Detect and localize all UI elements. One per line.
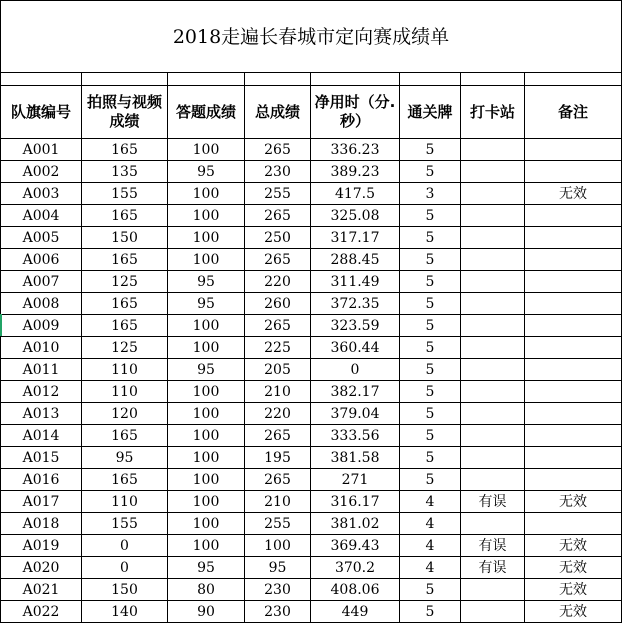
cell-pass-cards[interactable]: 5 [400, 139, 461, 161]
cell-pass-cards[interactable]: 5 [400, 579, 461, 601]
table-row [1, 271, 622, 293]
cell-pass-cards[interactable]: 4 [400, 513, 461, 535]
table-row [1, 601, 622, 623]
cell-team-id[interactable]: A018 [1, 513, 82, 535]
active-row-indicator [0, 314, 2, 336]
cell-pass-cards[interactable]: 5 [400, 337, 461, 359]
table-row [1, 425, 622, 447]
cell-checkpoint[interactable] [461, 337, 525, 359]
cell-pass-cards[interactable]: 3 [400, 183, 461, 205]
cell-quiz-score[interactable]: 100 [168, 139, 245, 161]
spacer-cell[interactable] [245, 73, 311, 86]
cell-remarks[interactable] [525, 469, 622, 491]
cell-quiz-score[interactable]: 95 [168, 293, 245, 315]
cell-pass-cards[interactable]: 4 [400, 557, 461, 579]
cell-quiz-score[interactable]: 100 [168, 447, 245, 469]
cell-quiz-score[interactable]: 100 [168, 227, 245, 249]
header-team-id[interactable]: 队旗编号 [1, 86, 82, 139]
cell-remarks[interactable] [525, 513, 622, 535]
header-quiz-score[interactable]: 答题成绩 [168, 86, 245, 139]
spacer-cell[interactable] [400, 73, 461, 86]
table-row [1, 139, 622, 161]
spacer-row [1, 73, 622, 86]
header-pass-cards[interactable]: 通关牌 [400, 86, 461, 139]
cell-net-time[interactable]: 372.35 [311, 293, 400, 315]
cell-total-score[interactable]: 100 [245, 535, 311, 557]
cell-team-id[interactable]: A020 [1, 557, 82, 579]
cell-net-time[interactable]: 0 [311, 359, 400, 381]
cell-photo-video-score[interactable]: 165 [82, 205, 168, 227]
cell-remarks[interactable]: 无效 [525, 183, 622, 205]
cell-quiz-score[interactable]: 100 [168, 513, 245, 535]
cell-remarks[interactable] [525, 227, 622, 249]
cell-remarks[interactable]: 无效 [525, 535, 622, 557]
cell-quiz-score[interactable]: 90 [168, 601, 245, 623]
spacer-cell[interactable] [461, 73, 525, 86]
title-row [1, 1, 622, 73]
cell-photo-video-score[interactable]: 165 [82, 139, 168, 161]
cell-pass-cards[interactable]: 5 [400, 205, 461, 227]
cell-net-time[interactable]: 336.23 [311, 139, 400, 161]
cell-pass-cards[interactable]: 5 [400, 271, 461, 293]
cell-quiz-score[interactable]: 100 [168, 403, 245, 425]
cell-remarks[interactable] [525, 271, 622, 293]
cell-checkpoint[interactable] [461, 293, 525, 315]
spacer-cell[interactable] [311, 73, 400, 86]
cell-pass-cards[interactable]: 5 [400, 425, 461, 447]
cell-photo-video-score[interactable]: 0 [82, 535, 168, 557]
cell-total-score[interactable]: 195 [245, 447, 311, 469]
cell-team-id[interactable]: A022 [1, 601, 82, 623]
header-row [1, 86, 622, 139]
cell-photo-video-score[interactable]: 125 [82, 337, 168, 359]
cell-net-time[interactable]: 311.49 [311, 271, 400, 293]
cell-net-time[interactable]: 325.08 [311, 205, 400, 227]
cell-photo-video-score[interactable]: 165 [82, 469, 168, 491]
cell-net-time[interactable]: 369.43 [311, 535, 400, 557]
cell-total-score[interactable]: 250 [245, 227, 311, 249]
cell-remarks[interactable]: 无效 [525, 557, 622, 579]
cell-team-id[interactable]: A001 [1, 139, 82, 161]
header-remarks[interactable]: 备注 [525, 86, 622, 139]
cell-pass-cards[interactable]: 4 [400, 491, 461, 513]
cell-net-time[interactable]: 316.17 [311, 491, 400, 513]
cell-net-time[interactable]: 379.04 [311, 403, 400, 425]
cell-pass-cards[interactable]: 5 [400, 447, 461, 469]
cell-remarks[interactable] [525, 139, 622, 161]
cell-checkpoint[interactable] [461, 601, 525, 623]
table-row [1, 579, 622, 601]
cell-checkpoint[interactable] [461, 271, 525, 293]
cell-checkpoint[interactable] [461, 359, 525, 381]
cell-quiz-score[interactable]: 100 [168, 205, 245, 227]
cell-checkpoint[interactable]: 有误 [461, 491, 525, 513]
cell-team-id[interactable]: A002 [1, 161, 82, 183]
cell-net-time[interactable]: 288.45 [311, 249, 400, 271]
table-row [1, 315, 622, 337]
cell-net-time[interactable]: 417.5 [311, 183, 400, 205]
table-row [1, 535, 622, 557]
cell-team-id[interactable]: A011 [1, 359, 82, 381]
cell-quiz-score[interactable]: 95 [168, 161, 245, 183]
cell-quiz-score[interactable]: 100 [168, 491, 245, 513]
cell-quiz-score[interactable]: 95 [168, 271, 245, 293]
cell-team-id[interactable]: A014 [1, 425, 82, 447]
cell-total-score[interactable]: 230 [245, 601, 311, 623]
cell-pass-cards[interactable]: 5 [400, 227, 461, 249]
cell-photo-video-score[interactable]: 155 [82, 513, 168, 535]
cell-remarks[interactable] [525, 359, 622, 381]
cell-quiz-score[interactable]: 95 [168, 557, 245, 579]
cell-checkpoint[interactable] [461, 469, 525, 491]
header-checkpoint[interactable]: 打卡站 [461, 86, 525, 139]
cell-photo-video-score[interactable]: 0 [82, 557, 168, 579]
cell-team-id[interactable]: A017 [1, 491, 82, 513]
cell-pass-cards[interactable]: 5 [400, 161, 461, 183]
cell-photo-video-score[interactable]: 110 [82, 491, 168, 513]
cell-remarks[interactable] [525, 403, 622, 425]
table-row [1, 381, 622, 403]
cell-pass-cards[interactable]: 5 [400, 293, 461, 315]
cell-quiz-score[interactable]: 100 [168, 315, 245, 337]
cell-remarks[interactable] [525, 337, 622, 359]
cell-photo-video-score[interactable]: 110 [82, 381, 168, 403]
cell-photo-video-score[interactable]: 110 [82, 359, 168, 381]
cell-checkpoint[interactable] [461, 161, 525, 183]
cell-checkpoint[interactable] [461, 447, 525, 469]
cell-pass-cards[interactable]: 5 [400, 381, 461, 403]
cell-checkpoint[interactable] [461, 227, 525, 249]
cell-team-id[interactable]: A007 [1, 271, 82, 293]
cell-total-score[interactable]: 265 [245, 425, 311, 447]
cell-total-score[interactable]: 210 [245, 381, 311, 403]
cell-net-time[interactable]: 381.58 [311, 447, 400, 469]
cell-photo-video-score[interactable]: 155 [82, 183, 168, 205]
cell-total-score[interactable]: 255 [245, 183, 311, 205]
cell-quiz-score[interactable]: 95 [168, 359, 245, 381]
cell-photo-video-score[interactable]: 125 [82, 271, 168, 293]
table-row [1, 447, 622, 469]
cell-total-score[interactable]: 255 [245, 513, 311, 535]
cell-quiz-score[interactable]: 100 [168, 249, 245, 271]
cell-total-score[interactable]: 265 [245, 469, 311, 491]
table-row [1, 491, 622, 513]
cell-net-time[interactable]: 389.23 [311, 161, 400, 183]
cell-net-time[interactable]: 382.17 [311, 381, 400, 403]
cell-team-id[interactable]: A008 [1, 293, 82, 315]
cell-team-id[interactable]: A019 [1, 535, 82, 557]
table-row [1, 249, 622, 271]
table-row [1, 337, 622, 359]
cell-total-score[interactable]: 220 [245, 271, 311, 293]
cell-checkpoint[interactable]: 有误 [461, 535, 525, 557]
cell-remarks[interactable] [525, 161, 622, 183]
cell-team-id[interactable]: A012 [1, 381, 82, 403]
cell-checkpoint[interactable] [461, 513, 525, 535]
table-row [1, 403, 622, 425]
cell-total-score[interactable]: 220 [245, 403, 311, 425]
spacer-cell[interactable] [82, 73, 168, 86]
cell-team-id[interactable]: A010 [1, 337, 82, 359]
cell-photo-video-score[interactable]: 120 [82, 403, 168, 425]
cell-checkpoint[interactable] [461, 579, 525, 601]
cell-checkpoint[interactable] [461, 139, 525, 161]
cell-checkpoint[interactable] [461, 183, 525, 205]
cell-team-id[interactable]: A009 [1, 315, 82, 337]
cell-remarks[interactable] [525, 381, 622, 403]
cell-remarks[interactable] [525, 447, 622, 469]
cell-pass-cards[interactable]: 5 [400, 469, 461, 491]
cell-checkpoint[interactable] [461, 315, 525, 337]
cell-team-id[interactable]: A004 [1, 205, 82, 227]
cell-photo-video-score[interactable]: 150 [82, 227, 168, 249]
cell-remarks[interactable]: 无效 [525, 491, 622, 513]
cell-total-score[interactable]: 230 [245, 579, 311, 601]
cell-pass-cards[interactable]: 5 [400, 601, 461, 623]
cell-net-time[interactable]: 323.59 [311, 315, 400, 337]
cell-remarks[interactable] [525, 315, 622, 337]
table-row [1, 183, 622, 205]
cell-photo-video-score[interactable]: 165 [82, 315, 168, 337]
cell-net-time[interactable]: 408.06 [311, 579, 400, 601]
spacer-cell[interactable] [525, 73, 622, 86]
table-row [1, 161, 622, 183]
cell-team-id[interactable]: A005 [1, 227, 82, 249]
cell-pass-cards[interactable]: 5 [400, 403, 461, 425]
header-photo-video-score[interactable]: 拍照与视频成绩 [82, 86, 168, 139]
table-row [1, 557, 622, 579]
cell-team-id[interactable]: A003 [1, 183, 82, 205]
cell-quiz-score[interactable]: 100 [168, 469, 245, 491]
cell-photo-video-score[interactable]: 140 [82, 601, 168, 623]
cell-quiz-score[interactable]: 100 [168, 425, 245, 447]
table-row [1, 293, 622, 315]
cell-photo-video-score[interactable]: 165 [82, 249, 168, 271]
cell-total-score[interactable]: 265 [245, 315, 311, 337]
cell-total-score[interactable]: 225 [245, 337, 311, 359]
cell-total-score[interactable]: 265 [245, 139, 311, 161]
cell-remarks[interactable] [525, 293, 622, 315]
cell-quiz-score[interactable]: 100 [168, 337, 245, 359]
cell-remarks[interactable]: 无效 [525, 601, 622, 623]
cell-pass-cards[interactable]: 5 [400, 249, 461, 271]
spacer-cell[interactable] [1, 73, 82, 86]
cell-photo-video-score[interactable]: 150 [82, 579, 168, 601]
table-row [1, 469, 622, 491]
cell-net-time[interactable]: 360.44 [311, 337, 400, 359]
cell-checkpoint[interactable] [461, 249, 525, 271]
cell-total-score[interactable]: 265 [245, 205, 311, 227]
cell-checkpoint[interactable] [461, 425, 525, 447]
cell-checkpoint[interactable] [461, 403, 525, 425]
cell-net-time[interactable]: 333.56 [311, 425, 400, 447]
cell-photo-video-score[interactable]: 165 [82, 293, 168, 315]
table-row [1, 359, 622, 381]
cell-team-id[interactable]: A016 [1, 469, 82, 491]
table-row [1, 227, 622, 249]
cell-team-id[interactable]: A021 [1, 579, 82, 601]
cell-total-score[interactable]: 265 [245, 249, 311, 271]
header-net-time[interactable]: 净用时（分.秒） [311, 86, 400, 139]
cell-checkpoint[interactable] [461, 205, 525, 227]
cell-remarks[interactable] [525, 205, 622, 227]
cell-net-time[interactable]: 271 [311, 469, 400, 491]
table-row [1, 513, 622, 535]
cell-photo-video-score[interactable]: 95 [82, 447, 168, 469]
cell-net-time[interactable]: 317.17 [311, 227, 400, 249]
cell-quiz-score[interactable]: 100 [168, 381, 245, 403]
cell-checkpoint[interactable] [461, 381, 525, 403]
table-row [1, 205, 622, 227]
cell-photo-video-score[interactable]: 165 [82, 425, 168, 447]
cell-photo-video-score[interactable]: 135 [82, 161, 168, 183]
cell-quiz-score[interactable]: 80 [168, 579, 245, 601]
cell-remarks[interactable]: 无效 [525, 579, 622, 601]
cell-pass-cards[interactable]: 5 [400, 315, 461, 337]
cell-remarks[interactable] [525, 249, 622, 271]
cell-team-id[interactable]: A006 [1, 249, 82, 271]
spacer-cell[interactable] [168, 73, 245, 86]
header-total-score[interactable]: 总成绩 [245, 86, 311, 139]
cell-checkpoint[interactable]: 有误 [461, 557, 525, 579]
cell-total-score[interactable]: 210 [245, 491, 311, 513]
cell-remarks[interactable] [525, 425, 622, 447]
cell-team-id[interactable]: A015 [1, 447, 82, 469]
cell-total-score[interactable]: 230 [245, 161, 311, 183]
cell-team-id[interactable]: A013 [1, 403, 82, 425]
cell-total-score[interactable]: 205 [245, 359, 311, 381]
cell-net-time[interactable]: 370.2 [311, 557, 400, 579]
sheet-title[interactable]: 2018走遍长春城市定向赛成绩单 [1, 1, 622, 73]
cell-pass-cards[interactable]: 5 [400, 359, 461, 381]
cell-quiz-score[interactable]: 100 [168, 535, 245, 557]
cell-total-score[interactable]: 260 [245, 293, 311, 315]
cell-pass-cards[interactable]: 4 [400, 535, 461, 557]
cell-net-time[interactable]: 381.02 [311, 513, 400, 535]
cell-quiz-score[interactable]: 100 [168, 183, 245, 205]
cell-total-score[interactable]: 95 [245, 557, 311, 579]
cell-net-time[interactable]: 449 [311, 601, 400, 623]
